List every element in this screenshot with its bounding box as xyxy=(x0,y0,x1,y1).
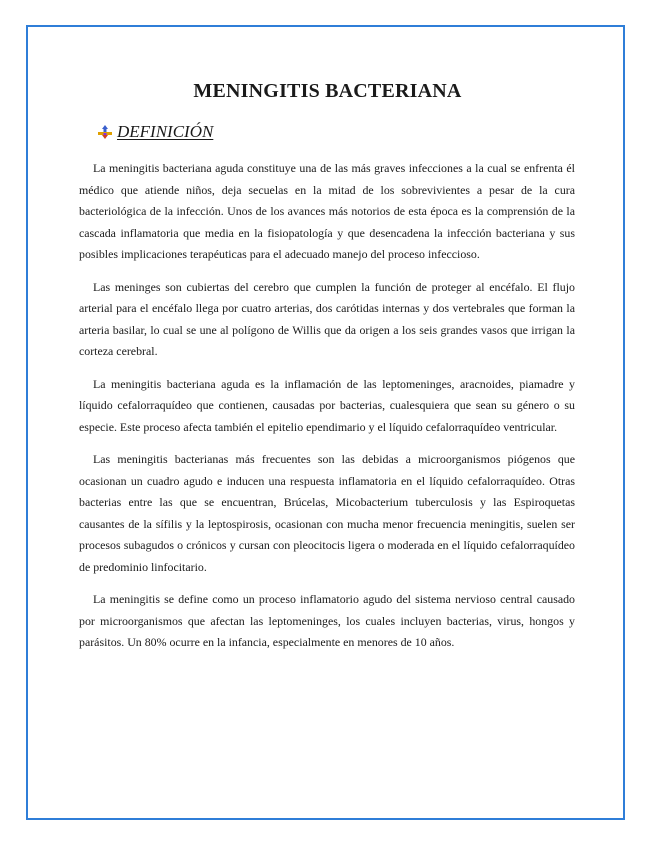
paragraph-3: La meningitis bacteriana aguda es la inflamación de las leptomeninges, aracnoides, piamadre y líquido cefalorraquídeo que contienen, causadas por bacterias, cualesquiera que sean su género o su especie. Este proceso afecta también el epitelio ependimario y el líquido cefalorraquídeo ventricular. xyxy=(79,376,575,434)
bullet-arrow-icon xyxy=(97,124,113,140)
paragraph-4: Las meningitis bacterianas más frecuentes son las debidas a microorganismos piógenos que ocasionan un cuadro agudo e inducen una respuesta inflamatoria en el líquido cefalorraquídeo. Otras bacterias entre las que se encuentran, Brúcelas, Micobacterium tuberculosis y las Espiroquetas causantes de la sífilis y la leptospirosis, ocasionan con mucha menor frecuencia meningitis, suelen ser procesos subagudos o crónicos y cursan con pleocitocis ligera o moderada en el líquido cefalorraquídeo de predominio linfocitario. xyxy=(79,452,575,574)
body-text xyxy=(79,158,575,665)
paragraph-1: La meningitis bacteriana aguda constituye una de las más graves infecciones a la cual se enfrenta él médico que atiende niños, deja secuelas en la mitad de los sobrevivientes a pesar de la cura bacteriológica de la infección. Unos de los avances más notorios de esta época es la comprensión de la cascada inflamatoria que media en la fisiopatología y que desencadena la infección bacteriana y sus posibles implicaciones terapéuticas para el adecuado manejo del proceso infeccioso. xyxy=(79,161,575,261)
section-heading xyxy=(97,122,213,142)
section-heading-label: DEFINICIÓN xyxy=(117,122,214,141)
paragraph-5: La meningitis se define como un proceso inflamatorio agudo del sistema nervioso central causado por microorganismos que afectan las leptomeninges, los cuales incluyen bacterias, virus, hongos y parásitos. Un 80% ocurre en la infancia, especialmente en menores de 10 años. xyxy=(79,592,575,649)
document-title: MENINGITIS BACTERIANA xyxy=(193,80,462,102)
paragraph-2: Las meninges son cubiertas del cerebro que cumplen la función de proteger al encéfalo. El flujo arterial para el encéfalo llega por cuatro arterias, dos carótidas internas y dos vertebrales que forman la arteria basilar, lo cual se une al polígono de Willis que da origen a los seis grandes vasos que irrigan la corteza cerebral. xyxy=(79,279,575,358)
